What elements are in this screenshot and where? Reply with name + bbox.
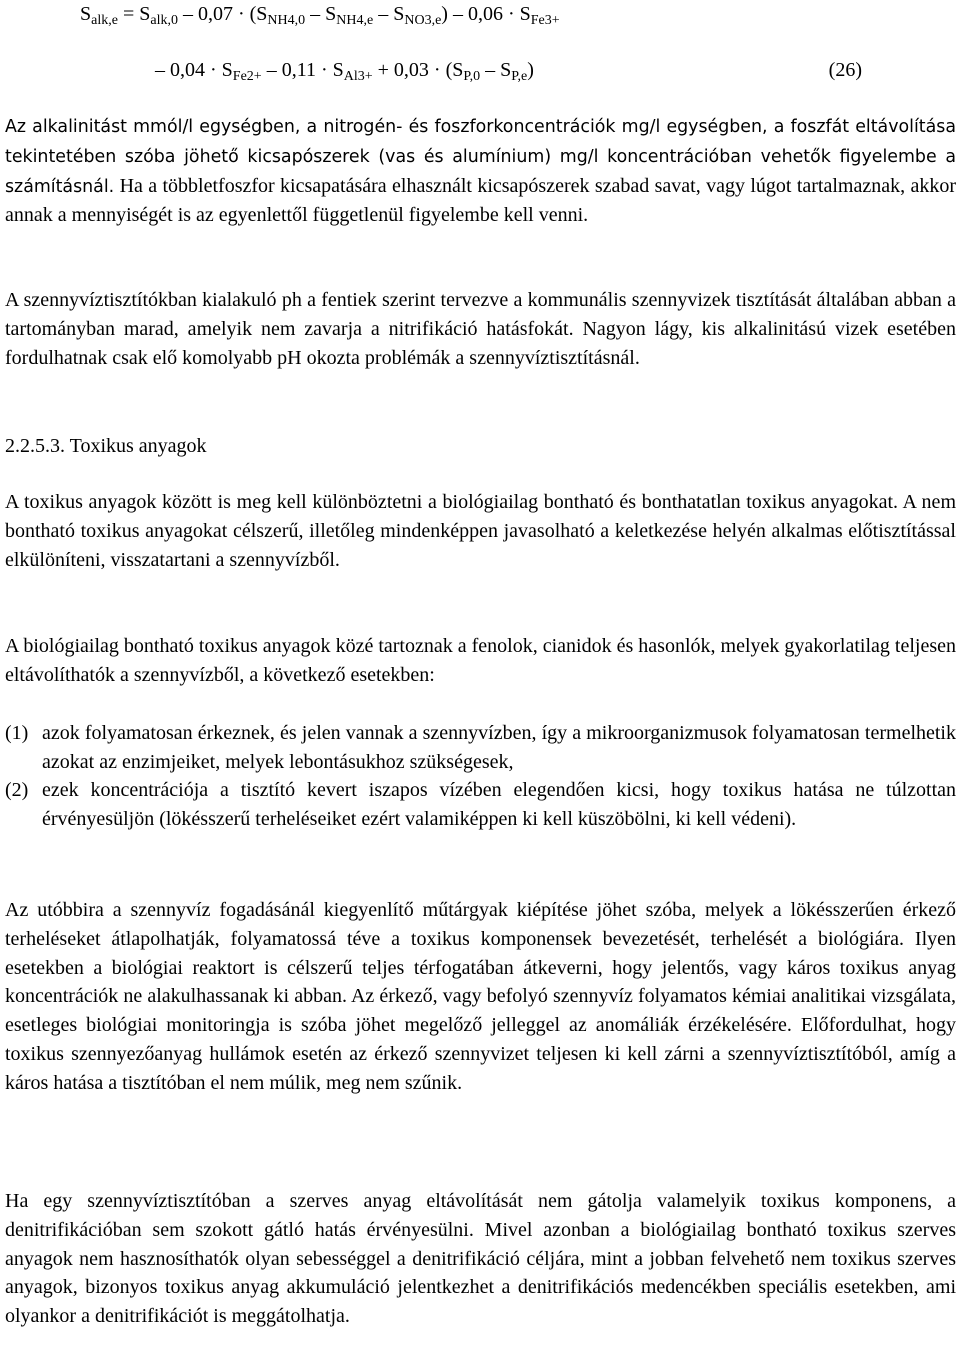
subscript: NH4,0 — [267, 13, 306, 28]
symbol: S — [332, 59, 344, 81]
list-text: azok folyamatosan érkeznek, és jelen vannak a szennyvízben, így a mikroorganizmusok folyamatosan termelhetik azokat az enzimjeiket, melyek lebontásukhoz szükségesek, — [42, 722, 956, 773]
symbol: S — [500, 59, 512, 81]
list-item — [5, 719, 956, 776]
symbol: S — [256, 3, 268, 25]
subscript: alk,e — [91, 13, 118, 28]
equation-number: (26) — [828, 59, 862, 81]
equation-line-2 — [155, 58, 534, 82]
list-text: ezek koncentrációja a tisztító kevert iszapos vízében elegendően kicsi, hogy toxikus hatása ne túlzottan érvényesüljön (lökésszerű terheléseiket ezért valamiképpen ki kell küszöbölni, ki kell védeni). — [42, 779, 956, 830]
subscript: Fe2+ — [232, 69, 262, 84]
coefficient: + 0,03 · ( — [372, 59, 453, 81]
paragraph-equalization: Az utóbbira a szennyvíz fogadásánál kiegyenlítő műtárgyak kiépítése jöhet szóba, melyek a lökésszerűen érkező terheléseket átlapolhatják, folyamatossá téve a toxikus komponensek bevezetését, terhelését a biológiára. Ilyen esetekben a biológiai reaktort is célszerű teljes térfogatában átkeverni, hogy jelentős, vagy káros toxikus anyag koncentrációk ne alakulhassanak ki abban. Az érkező, vagy befolyó szennyvíz folyamatos kémiai analitikai vizsgálata, esetleges biológiai monitoringja is szóba jöhet megelőző jelleggel az anomáliák érzékelésére. Előfordulhat, hogy toxikus szennyezőanyag hullámok esetén az érkező szennyvizet teljesen ki kell zárni a szennyvíztisztítóból, amíg a káros hatása a tisztítóban el nem múlik, meg nem szűnik. — [5, 899, 956, 1094]
paragraph-ph: A szennyvíztisztítókban kialakuló ph a fentiek szerint tervezve a kommunális szennyvizek tisztítását általában abban a tartományban marad, amelyik nem zavarja a nitrifikáció hatásfokát. Nagyon lágy, kis alkalinitású vizek esetében fordulhatnak csak elő komolyabb pH okozta problémák a szennyvíztisztításnál. — [5, 289, 956, 369]
symbol: S — [452, 59, 464, 81]
subscript: P,0 — [463, 69, 481, 84]
subscript: NO3,e — [404, 13, 442, 28]
symbol: S — [519, 3, 531, 25]
paragraph-denitrification: Ha egy szennyvíztisztítóban a szerves anyag eltávolítását nem gátolja valamelyik toxikus komponens, a denitrifikációban sem szokott gátló hatás érvényesülni. Mivel azonban a biológiailag bontható toxikus szerves anyagok nem hasznosíthatók olyan sebességgel a denitrifikáció céljára, mint a jobban felvehető nem toxikus szerves anyagok, bizonyos toxikus anyag akkumuláció jelentkezhet a denitrifikációs medencékben speciális esetekben, ami olyankor a denitrifikációt is meggátolhatja. — [5, 1190, 956, 1328]
operator: – — [480, 59, 501, 81]
paragraph-toxic-intro: A toxikus anyagok között is meg kell különböztetni a biológiailag bontható és bonthatatlan toxikus anyagokat. A nem bontható toxikus anyagokat célszerű, illetőleg mindenképpen javasolható a keletkezése helyén alkalmas előtisztítással elkülöníteni, visszatartani a szennyvízből. — [5, 491, 956, 571]
symbol: S — [325, 3, 337, 25]
subscript: Fe3+ — [530, 13, 560, 28]
symbol: S — [139, 3, 151, 25]
symbol: S — [221, 59, 233, 81]
subscript: alk,0 — [150, 13, 178, 28]
coefficient: ) – 0,06 · — [441, 3, 520, 25]
section-heading: 2.2.5.3. Toxikus anyagok — [5, 435, 207, 457]
subscript: P,e — [511, 69, 528, 84]
symbol: S — [80, 3, 92, 25]
operator: – — [305, 3, 326, 25]
coefficient: – 0,11 · — [261, 59, 333, 81]
paragraph-units-sans: Az alkalinitást mmól/l egységben, a nitrogén- és foszforkoncentrációk mg/l egységben, a foszfát eltávolítása tekintetében szóba jöhető kicsapószerek (vas és alumínium) mg/l koncentrációban vehetők figyelembe a számításnál. — [5, 117, 956, 197]
subscript: Al3+ — [343, 69, 373, 84]
list-number: (1) — [5, 722, 29, 744]
paragraph-units — [5, 112, 956, 230]
equation-line-1 — [80, 2, 560, 26]
paragraph-biodegradable: A biológiailag bontható toxikus anyagok közé tartoznak a fenolok, cianidok és hasonlók, melyek gyakorlatilag teljesen eltávolíthatók a szennyvízből, a következő esetekben: — [5, 635, 956, 686]
symbol: S — [393, 3, 405, 25]
paragraph-units-rest: Ha a többletfoszfor kicsapatására elhasznált kicsapószerek szabad savat, vagy lúgot tartalmaznak, akkor annak a mennyiségét is az egyenlettől függetlenül figyelembe kell venni. — [5, 174, 956, 227]
equals: = — [117, 3, 140, 25]
conditions-list — [5, 719, 956, 833]
coefficient: – 0,07 · ( — [177, 3, 257, 25]
list-number: (2) — [5, 779, 29, 802]
operator: – — [373, 3, 394, 25]
bracket: ) — [527, 59, 534, 81]
subscript: NH4,e — [336, 13, 374, 28]
coefficient: – 0,04 · — [155, 59, 222, 81]
list-item — [5, 776, 956, 833]
